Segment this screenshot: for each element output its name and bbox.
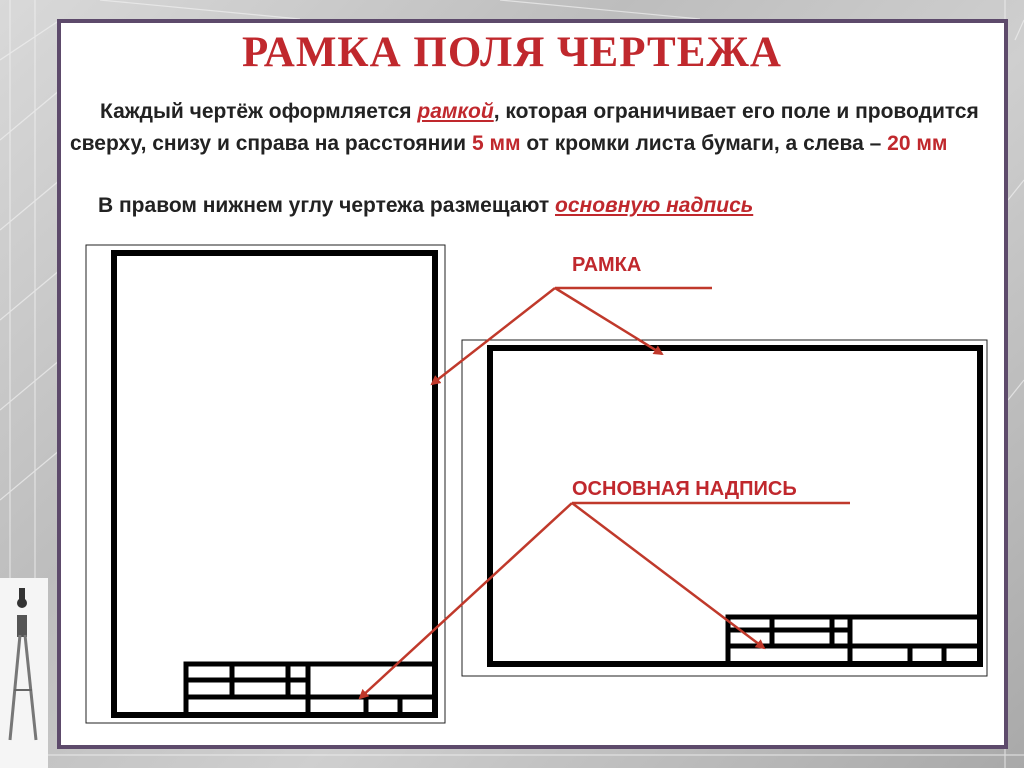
title-block-callout-label: ОСНОВНАЯ НАДПИСЬ bbox=[572, 478, 797, 500]
value-20mm: 20 мм bbox=[887, 132, 948, 155]
title-block-description: В правом нижнем углу чертежа размещают основную надпись bbox=[98, 194, 754, 217]
keyword-title-block: основную надпись bbox=[555, 194, 754, 217]
frame-description: Каждый чертёж оформляется рамкой, которая ограничивает его поле и проводится сверху, снизу и справа на расстоянии 5 мм от кромки листа бумаги, а слева – 20 мм bbox=[70, 100, 979, 155]
landscape-sheet bbox=[462, 340, 987, 676]
portrait-sheet bbox=[86, 245, 445, 723]
frame-callout-label: РАМКА bbox=[572, 254, 642, 276]
keyword-frame: рамкой bbox=[417, 100, 494, 123]
value-5mm: 5 мм bbox=[471, 132, 521, 155]
slide-title: РАМКА ПОЛЯ ЧЕРТЕЖА bbox=[242, 29, 782, 76]
